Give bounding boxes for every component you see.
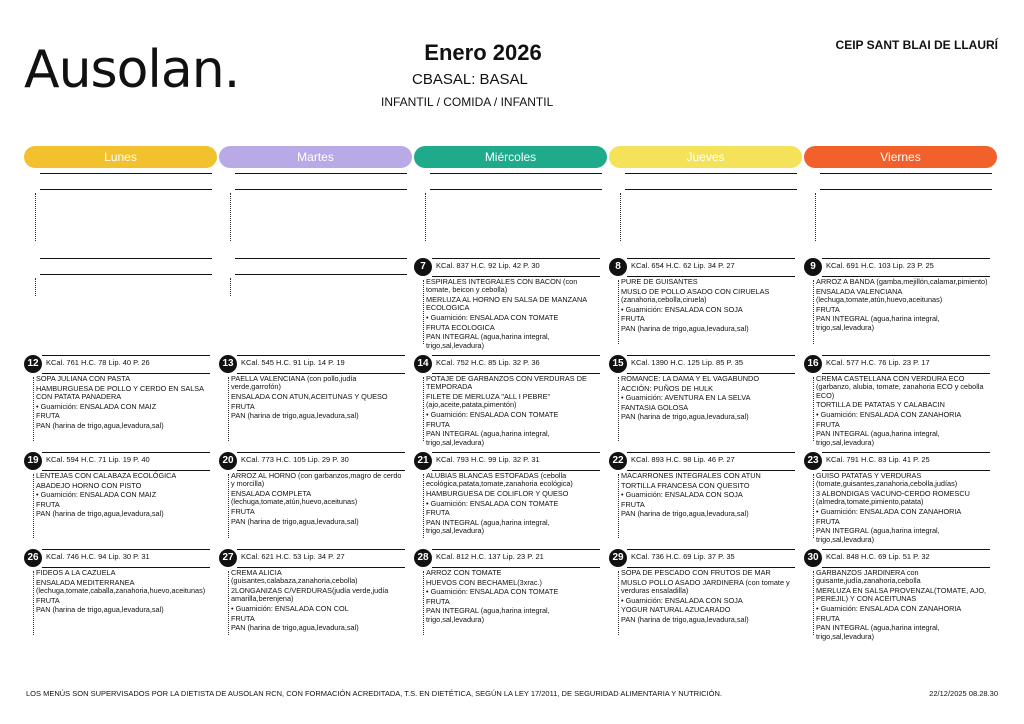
menu-dish: PAN (harina de trigo,agua,levadura,sal) (231, 516, 359, 526)
day-header-lunes: Lunes (24, 146, 217, 168)
menu-dish: PAN INTEGRAL (agua,harina integral, trigo,sal,levadura) (426, 517, 550, 536)
menu-dish: PAN (harina de trigo,agua,levadura,sal) (231, 411, 359, 421)
menu-dish: • Guarnición: ENSALADA CON SOJA (621, 304, 743, 314)
dotted-separator (618, 571, 619, 635)
menu-dish: PAN (harina de trigo,agua,levadura,sal) (621, 412, 749, 422)
divider (42, 452, 210, 453)
menu-day-27 (219, 549, 405, 635)
divider (820, 173, 992, 174)
menu-dish: ARROZ CON TOMATE (426, 568, 502, 577)
divider (822, 258, 990, 259)
menu-dish: ALUBIAS BLANCAS ESTOFADAS (cebolla ecológica,patata,tomate,zanahoria ecológica) (426, 471, 573, 489)
dotted-separator (813, 280, 814, 344)
menu-dish: HAMBURGUESA DE POLLO Y CERDO EN SALSA CON PATATA PANADERA (36, 383, 204, 401)
menu-dish: • Guarnición: ENSALADA CON SOJA (621, 490, 743, 500)
menu-dish: SOPA JULIANA CON PASTA (36, 374, 131, 383)
day-number-badge: 15 (609, 355, 627, 373)
divider (430, 173, 602, 174)
divider (237, 355, 405, 356)
menu-items (621, 472, 795, 520)
school-name: CEIP SANT BLAI DE LLAURÍ (835, 38, 998, 52)
day-number-badge: 28 (414, 549, 432, 567)
nutrition-info: KCal. 752 H.C. 85 Lip. 32 P. 36 (436, 358, 540, 367)
divider (625, 173, 797, 174)
menu-dish: • Guarnición: ENSALADA CON TOMATE (426, 313, 559, 322)
menu-items (231, 569, 405, 634)
day-number-badge: 23 (804, 452, 822, 470)
divider (822, 549, 990, 550)
day-number-badge: 20 (219, 452, 237, 470)
menu-dish: FRUTA (231, 613, 255, 623)
menu-dish: • Guarnición: ENSALADA CON TOMATE (426, 587, 559, 597)
divider (822, 452, 990, 453)
divider (820, 189, 992, 190)
menu-dish: FRUTA (231, 401, 255, 411)
menu-dish: • Guarnición: ENSALADA CON ZANAHORIA (816, 604, 962, 613)
menu-dish: FRUTA (816, 613, 840, 623)
nutrition-info: KCal. 594 H.C. 71 Lip. 19 P. 40 (46, 455, 150, 464)
menu-dish: FRUTA (231, 507, 255, 516)
menu-items (621, 278, 795, 334)
dotted-separator (618, 280, 619, 344)
menu-dish: PAN INTEGRAL (agua,harina integral, trigo,sal,levadura) (426, 606, 550, 624)
dotted-separator (35, 278, 36, 296)
nutrition-info: KCal. 545 H.C. 91 Lip. 14 P. 19 (241, 358, 345, 367)
footer-note: LOS MENÚS SON SUPERVISADOS POR LA DIETISTA DE AUSOLAN RCN, CON FORMACIÓN ACREDITADA, T.S. EN DIETÉTICA, SEGÚN LA LEY 17/2011, DE SEGURIDAD ALIMENTARIA Y NUTRICIÓN. (26, 689, 723, 698)
menu-items (36, 472, 210, 520)
nutrition-info: KCal. 791 H.C. 83 Lip. 41 P. 25 (826, 455, 930, 464)
day-number-badge: 19 (24, 452, 42, 470)
menu-dish: PAN INTEGRAL (agua,harina integral, trigo,sal,levadura) (426, 332, 550, 350)
menu-dish: FRUTA (426, 508, 450, 518)
menu-day-15 (609, 355, 795, 441)
empty-day-cell (26, 173, 212, 243)
menu-items (231, 375, 405, 422)
menu-dish: PAN INTEGRAL (agua,harina integral, trigo,sal,levadura) (816, 623, 940, 641)
menu-dish: FRUTA (621, 499, 645, 509)
menu-dish: MACARRONES INTEGRALES CON ATUN (621, 471, 761, 480)
menu-dish: ENSALADA COMPLETA (lechuga,tomate,atún,huevo,aceitunas) (231, 489, 358, 507)
divider (42, 549, 210, 550)
menu-dish: • Guarnición: ENSALADA CON COL (231, 604, 349, 613)
menu-dish: FRUTA (36, 411, 60, 421)
page-title: Enero 2026 (424, 40, 542, 65)
nutrition-info: KCal. 621 H.C. 53 Lip. 34 P. 27 (241, 552, 345, 561)
divider (40, 189, 212, 190)
day-number-badge: 8 (609, 258, 627, 276)
menu-day-7 (414, 258, 600, 350)
menu-items (426, 278, 600, 351)
dotted-separator (813, 474, 814, 538)
menu-dish: ENSALADA MEDITERRANEA (lechuga,tomate,caballa,zanahoria,huevo,aceitunas) (36, 577, 206, 595)
dotted-separator (33, 474, 34, 538)
dotted-separator (815, 193, 816, 241)
menu-code: CBASAL: BASAL (412, 71, 528, 88)
menu-dish: TORTILLA FRANCESA CON QUESITO (621, 480, 750, 490)
menu-dish: FIDEOS A LA CAZUELA (36, 568, 116, 577)
menu-dish: MERLUZA AL HORNO EN SALSA DE MANZANA ECOLOGICA (426, 295, 587, 313)
dotted-separator (230, 278, 231, 296)
menu-day-9 (804, 258, 990, 344)
menu-day-19 (24, 452, 210, 538)
menu-dish: PAELLA VALENCIANA (con pollo,judía verde,garrofón) (231, 374, 357, 392)
menu-dish: MERLUZA EN SALSA PROVENZAL(TOMATE, AJO, PEREJIL) Y CON ACEITUNAS (816, 586, 987, 604)
day-header-mircoles: Miércoles (414, 146, 607, 168)
menu-day-26 (24, 549, 210, 635)
nutrition-info: KCal. 837 H.C. 92 Lip. 42 P. 30 (436, 261, 540, 270)
empty-day-cell (416, 173, 602, 243)
menu-dish: FRUTA (36, 595, 60, 605)
day-number-badge: 26 (24, 549, 42, 567)
empty-day-cell (221, 258, 407, 298)
day-number-badge: 21 (414, 452, 432, 470)
divider (237, 452, 405, 453)
menu-dish: ROMANCE: LA DAMA Y EL VAGABUNDO (621, 374, 760, 383)
menu-dish: FRUTA (36, 499, 60, 509)
menu-dish: FRUTA (426, 419, 450, 429)
dotted-separator (228, 571, 229, 635)
divider (42, 355, 210, 356)
nutrition-info: KCal. 893 H.C. 98 Lip. 46 P. 27 (631, 455, 735, 464)
menu-dish: • Guarnición: ENSALADA CON SOJA (621, 595, 743, 605)
menu-items (36, 375, 210, 431)
menu-dish: FRUTA (816, 419, 840, 429)
divider (432, 452, 600, 453)
menu-dish: PAN INTEGRAL (agua,harina integral, trigo,sal,levadura) (426, 429, 550, 447)
menu-dish: GUISO PATATAS Y VERDURAS (tomate,guisantes,zanahoria,cebolla,judías) (816, 471, 958, 489)
menu-dish: PAN (harina de trigo,agua,levadura,sal) (621, 323, 749, 333)
menu-day-13 (219, 355, 405, 441)
menu-items (426, 569, 600, 625)
divider (627, 452, 795, 453)
divider (430, 189, 602, 190)
menu-dish: ESPIRALES INTEGRALES CON BACON (con tomate, beicon y cebolla) (426, 277, 578, 295)
divider (627, 549, 795, 550)
menu-dish: HUEVOS CON BECHAMEL(3xrac.) (426, 577, 542, 587)
menu-items (621, 375, 795, 423)
dotted-separator (618, 377, 619, 441)
menu-dish: CREMA ALICIA (guisantes,calabaza,zanahoria,cebolla) (231, 568, 358, 586)
divider (237, 549, 405, 550)
day-header-viernes: Viernes (804, 146, 997, 168)
nutrition-info: KCal. 1390 H.C. 125 Lip. 85 P. 35 (631, 358, 744, 367)
dotted-separator (423, 571, 424, 635)
menu-dish: ENSALADA CON ATUN,ACEITUNAS Y QUESO (231, 392, 388, 401)
menu-day-16 (804, 355, 990, 447)
menu-dish: ARROZ AL HORNO (con garbanzos,magro de cerdo y morcilla) (231, 471, 402, 489)
menu-dish: • Guarnición: ENSALADA CON ZANAHORIA (816, 507, 962, 516)
menu-dish: PURE DE GUISANTES (621, 277, 698, 286)
day-number-badge: 22 (609, 452, 627, 470)
menu-items (816, 472, 990, 545)
menu-dish: FILETE DE MERLUZA "ALL I PEBRE"(ajo,aceite,patata,pimentón) (426, 392, 551, 410)
menu-dish: POTAJE DE GARBANZOS CON VERDURAS DE TEMPORADA (426, 374, 587, 392)
divider (40, 173, 212, 174)
menu-dish: • Guarnición: ENSALADA CON ZANAHORIA (816, 410, 962, 419)
nutrition-info: KCal. 761 H.C. 78 Lip. 40 P. 26 (46, 358, 150, 367)
nutrition-info: KCal. 746 H.C. 94 Lip. 30 P. 31 (46, 552, 150, 561)
menu-day-14 (414, 355, 600, 447)
divider (432, 549, 600, 550)
menu-dish: PAN (harina de trigo,agua,levadura,sal) (36, 509, 164, 519)
dotted-separator (813, 377, 814, 441)
menu-dish: 3 ALBONDIGAS VACUNO-CERDO ROMESCU (almedra,tomate,pimiento,patata) (816, 489, 970, 507)
menu-dish: MUSLO POLLO ASADO JARDINERA (con tomate y verduras ensaladilla) (621, 577, 790, 595)
menu-day-21 (414, 452, 600, 538)
menu-items (816, 375, 990, 448)
menu-day-28 (414, 549, 600, 635)
menu-dish: FRUTA (426, 596, 450, 606)
divider (235, 189, 407, 190)
divider (235, 258, 407, 259)
day-number-badge: 12 (24, 355, 42, 373)
menu-dish: MUSLO DE POLLO ASADO CON CIRUELAS (zanahoria,cebolla,ciruela) (621, 286, 770, 304)
menu-dish: SOPA DE PESCADO CON FRUTOS DE MAR (621, 568, 771, 577)
nutrition-info: KCal. 848 H.C. 69 Lip. 51 P. 32 (826, 552, 930, 561)
menu-day-8 (609, 258, 795, 344)
nutrition-info: KCal. 577 H.C. 76 Lip. 23 P. 17 (826, 358, 930, 367)
menu-dish: • Guarnición: AVENTURA EN LA SELVA (621, 393, 751, 403)
menu-dish: • Guarnición: ENSALADA CON TOMATE (426, 410, 559, 419)
divider (625, 189, 797, 190)
generated-timestamp: 22/12/2025 08.28.30 (929, 689, 998, 698)
menu-items (426, 375, 600, 448)
menu-dish: • Guarnición: ENSALADA CON MAIZ (36, 490, 157, 500)
divider (235, 274, 407, 275)
dotted-separator (423, 474, 424, 538)
menu-day-22 (609, 452, 795, 538)
dotted-separator (230, 193, 231, 241)
empty-day-cell (611, 173, 797, 243)
menu-items (816, 569, 990, 642)
nutrition-info: KCal. 736 H.C. 69 Lip. 37 P. 35 (631, 552, 735, 561)
nutrition-info: KCal. 654 H.C. 62 Lip. 34 P. 27 (631, 261, 735, 270)
day-number-badge: 14 (414, 355, 432, 373)
ausolan-logo: Ausolan. (24, 40, 240, 100)
dotted-separator (33, 571, 34, 635)
divider (432, 258, 600, 259)
menu-dish: ACCIÓN: PUÑOS DE HULK (621, 383, 714, 393)
empty-day-cell (26, 258, 212, 298)
menu-dish: LENTEJAS CON CALABAZA ECOLÓGICA (36, 471, 177, 480)
menu-dish: FANTASIA GOLOSA (621, 402, 689, 412)
menu-day-20 (219, 452, 405, 538)
menu-items (231, 472, 405, 527)
menu-items (621, 569, 795, 625)
menu-dish: CREMA CASTELLANA CON VERDURA ECO (garbanzo, alubia, tomate, zanahoria ECO y cebolla ECO) (816, 374, 984, 400)
divider (432, 355, 600, 356)
day-number-badge: 7 (414, 258, 432, 276)
menu-day-12 (24, 355, 210, 441)
nutrition-info: KCal. 691 H.C. 103 Lip. 23 P. 25 (826, 261, 934, 270)
dotted-separator (813, 571, 814, 635)
dotted-separator (620, 193, 621, 241)
menu-dish: PAN (harina de trigo,agua,levadura,sal) (231, 623, 359, 633)
menu-dish: FRUTA (621, 314, 645, 324)
menu-day-23 (804, 452, 990, 544)
dotted-separator (228, 377, 229, 441)
menu-dish: FRUTA (816, 304, 840, 314)
menu-dish: 2LONGANIZAS C/VERDURAS(judía verde,judía amarilla,berenjena) (231, 586, 389, 604)
nutrition-info: KCal. 793 H.C. 99 Lip. 32 P. 31 (436, 455, 540, 464)
menu-dish: PAN INTEGRAL (agua,harina integral, trigo,sal,levadura) (816, 314, 940, 332)
menu-dish: PAN INTEGRAL (agua,harina integral, trigo,sal,levadura) (816, 429, 940, 447)
menu-items (816, 278, 990, 333)
menu-dish: TORTILLA DE PATATAS Y CALABACIN (816, 400, 945, 410)
empty-day-cell (806, 173, 992, 243)
menu-dish: YOGUR NATURAL AZUCARADO (621, 605, 731, 615)
divider (627, 355, 795, 356)
menu-dish: PAN (harina de trigo,agua,levadura,sal) (36, 605, 164, 615)
menu-dish: PAN (harina de trigo,agua,levadura,sal) (36, 420, 164, 430)
divider (40, 274, 212, 275)
menu-dish: HAMBURGUESA DE COLIFLOR Y QUESO (426, 489, 569, 498)
divider (235, 173, 407, 174)
day-header-martes: Martes (219, 146, 412, 168)
dotted-separator (33, 377, 34, 441)
day-number-badge: 27 (219, 549, 237, 567)
menu-items (426, 472, 600, 537)
day-number-badge: 30 (804, 549, 822, 567)
menu-day-30 (804, 549, 990, 641)
day-number-badge: 9 (804, 258, 822, 276)
day-header-jueves: Jueves (609, 146, 802, 168)
menu-dish: • Guarnición: ENSALADA CON TOMATE (426, 498, 559, 508)
nutrition-info: KCal. 812 H.C. 137 Lip. 23 P. 21 (436, 552, 544, 561)
menu-dish: GARBANZOS JARDINERA con guisante,judía,zanahoria,cebolla (816, 568, 921, 586)
divider (822, 355, 990, 356)
menu-dish: FRUTA ECOLOGICA (426, 322, 495, 332)
menu-dish: ENSALADA VALENCIANA (lechuga,tomate,atún,huevo,aceitunas) (816, 286, 943, 304)
menu-dish: FRUTA (816, 516, 840, 526)
dotted-separator (618, 474, 619, 538)
menu-dish: PAN INTEGRAL (agua,harina integral, trigo,sal,levadura) (816, 526, 940, 544)
dotted-separator (35, 193, 36, 241)
dotted-separator (425, 193, 426, 241)
divider (40, 258, 212, 259)
menu-dish: ABADEJO HORNO CON PISTO (36, 480, 142, 490)
divider (627, 258, 795, 259)
menu-dish: • Guarnición: ENSALADA CON MAIZ (36, 401, 157, 411)
nutrition-info: KCal. 773 H.C. 105 Lip. 29 P. 30 (241, 455, 349, 464)
menu-dish: ARROZ A BANDA (gamba,mejillón,calamar,pimiento) (816, 277, 988, 286)
menu-day-29 (609, 549, 795, 635)
menu-category: INFANTIL / COMIDA / INFANTIL (381, 95, 554, 109)
dotted-separator (423, 377, 424, 441)
day-number-badge: 16 (804, 355, 822, 373)
dotted-separator (423, 280, 424, 344)
menu-dish: PAN (harina de trigo,agua,levadura,sal) (621, 509, 749, 519)
menu-items (36, 569, 210, 616)
menu-dish: PAN (harina de trigo,agua,levadura,sal) (621, 614, 749, 624)
day-number-badge: 29 (609, 549, 627, 567)
day-number-badge: 13 (219, 355, 237, 373)
empty-day-cell (221, 173, 407, 243)
dotted-separator (228, 474, 229, 538)
